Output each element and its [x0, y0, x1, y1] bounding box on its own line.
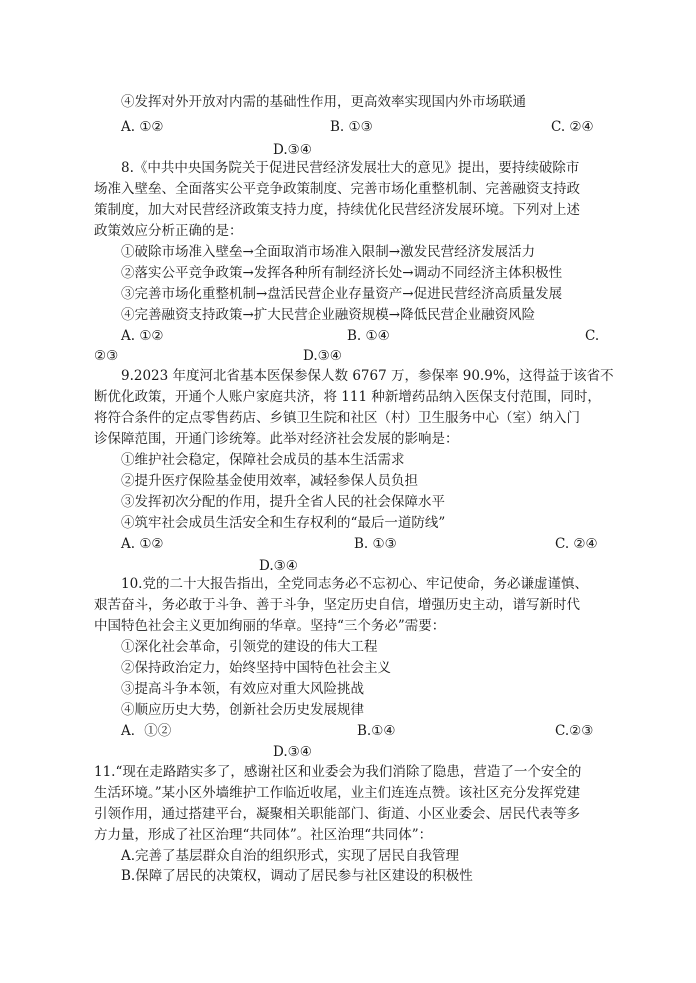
q9-stem-line: 9.2023 年度河北省基本医保参保人数 6767 万，参保率 90.9%，这得益于该省不 [121, 368, 614, 384]
q10-item-3: ③提高斗争本领，有效应对重大风险挑战 [121, 681, 364, 697]
q9-item-3: ③发挥初次分配的作用，提升全省人民的社会保障水平 [121, 494, 445, 510]
q8-item-4: ④完善融资支持政策→扩大民营企业融资规模→降低民营企业融资风险 [121, 307, 536, 323]
q9-stem-line: 断优化政策，开通个人账户家庭共济，将 111 种新增药品纳入医保支付范围，同时， [94, 389, 601, 405]
q11-stem-line: 生活环境。”某小区外墙维护工作临近收尾，业主们连连点赞。该社区充分发挥党建 [94, 785, 581, 801]
q9-item-1: ①维护社会稳定，保障社会成员的基本生活需求 [121, 452, 405, 468]
q8-item-3: ③完善市场化重整机制→盘活民营企业存量资产→促进民营经济高质量发展 [121, 286, 563, 302]
q8-option-a: A. ①② [121, 328, 164, 344]
q7-option-a: A. ①② [121, 119, 164, 135]
q8-option-d: D.③④ [303, 348, 342, 364]
q8-option-c: C. [585, 328, 600, 344]
q8-option-c-content: ②③ [94, 348, 119, 364]
q11-option-b: B.保障了居民的决策权，调动了居民参与社区建设的积极性 [121, 868, 473, 884]
q11-stem-line: 方力量，形成了社区治理“共同体”。社区治理“共同体”： [94, 827, 433, 843]
q10-stem-line: 10.党的二十大报告指出，全党同志务必不忘初心、牢记使命，务必谦虚谨慎、 [121, 576, 588, 592]
q8-option-b: B. ①④ [347, 328, 390, 344]
q11-stem-line: 11.“现在走路踏实多了，感谢社区和业委会为我们消除了隐患，营造了一个安全的 [94, 764, 582, 780]
q10-item-1: ①深化社会革命，引领党的建设的伟大工程 [121, 639, 378, 655]
q9-item-2: ②提升医疗保险基金使用效率，减轻参保人员负担 [121, 473, 418, 489]
q9-option-c: C. ②④ [555, 536, 598, 552]
q9-item-4: ④筑牢社会成员生活安全和生存权利的“最后一道防线” [121, 515, 446, 531]
q10-item-2: ②保持政治定力，始终坚持中国特色社会主义 [121, 660, 391, 676]
q8-stem-line: 8.《中共中央国务院关于促进民营经济发展壮大的意见》提出，要持续破除市 [121, 160, 580, 176]
q11-stem-line: 引领作用，通过搭建平台，凝聚相关职能部门、街道、小区业委会、居民代表等多 [94, 806, 580, 822]
q9-stem-line: 诊保障范围，开通门诊统筹。此举对经济社会发展的影响是： [94, 431, 459, 447]
q10-option-d: D.③④ [273, 744, 312, 760]
q7-item-4: ④发挥对外开放对内需的基础性作用，更高效率实现国内外市场联通 [121, 94, 526, 110]
q11-option-a: A.完善了基层群众自治的组织形式，实现了居民自我管理 [121, 848, 460, 864]
q7-option-d: D.③④ [273, 142, 312, 158]
q9-option-b: B. ①③ [354, 536, 397, 552]
q10-option-a: A．①② [121, 723, 172, 739]
q8-stem-line: 策制度，加大对民营经济政策支持力度，持续优化民营经济发展环境。下列对上述 [94, 202, 580, 218]
q7-option-c: C. ②④ [551, 119, 594, 135]
q8-item-1: ①破除市场准入壁垒→全面取消市场准入限制→激发民营经济发展活力 [121, 244, 536, 260]
q7-option-b: B. ①③ [330, 119, 373, 135]
q10-option-c: C.②③ [555, 723, 594, 739]
q8-stem-line: 场准入壁垒、全面落实公平竞争政策制度、完善市场化重整机制、完善融资支持政 [94, 181, 580, 197]
q8-item-2: ②落实公平竞争政策→发挥各种所有制经济长处→调动不同经济主体积极性 [121, 265, 563, 281]
q10-stem-line: 艰苦奋斗，务必敢于斗争、善于斗争，坚定历史自信，增强历史主动，谱写新时代 [94, 597, 580, 613]
q8-stem-line: 政策效应分析正确的是： [94, 223, 243, 239]
q10-stem-line: 中国特色社会主义更加绚丽的华章。坚持“三个务必”需要： [94, 618, 446, 634]
q10-item-4: ④顺应历史大势，创新社会历史发展规律 [121, 702, 364, 718]
q9-option-d: D.③④ [259, 558, 298, 574]
q9-stem-line: 将符合条件的定点零售药店、乡镇卫生院和社区（村）卫生服务中心（室）纳入门 [94, 410, 580, 426]
q9-option-a: A. ①② [121, 536, 164, 552]
q10-option-b: B.①④ [357, 723, 396, 739]
